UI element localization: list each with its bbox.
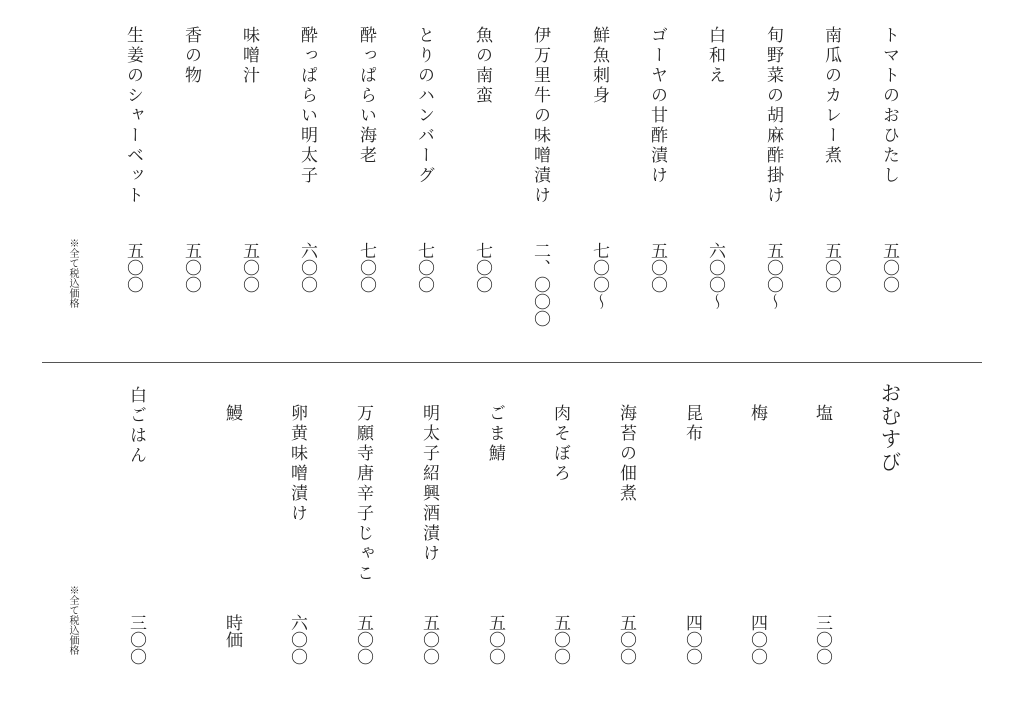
menu-item-price: 五〇〇 — [485, 614, 505, 665]
menu-item-price: 時価 — [222, 614, 242, 648]
menu-item-price: 四〇〇 — [682, 614, 702, 665]
menu-item-name: とりのハンバーグ — [414, 26, 434, 186]
menu-item-name: 昆布 — [682, 404, 702, 444]
menu-item-name: 鰻 — [222, 404, 242, 424]
menu-item-price: 七〇〇〜 — [589, 242, 609, 310]
menu-item-name: 海苔の佃煮 — [616, 404, 636, 504]
menu-item-price: 五〇〇 — [419, 614, 439, 665]
menu-item-price: 五〇〇 — [181, 242, 201, 293]
menu-item-price: 七〇〇 — [472, 242, 492, 293]
menu-item-name: 魚の南蛮 — [472, 26, 492, 106]
menu-item-name: 生姜のシャーベット — [123, 26, 143, 206]
menu-item-name: 万願寺唐辛子じゃこ — [353, 404, 373, 584]
menu-item-price: 二、〇〇〇 — [530, 242, 550, 327]
menu-item-price: 五〇〇 — [550, 614, 570, 665]
menu-item-name: 白ごはん — [126, 386, 146, 466]
menu-item-name: 旬野菜の胡麻酢掛け — [763, 26, 783, 206]
menu-item-name: 味噌汁 — [239, 26, 259, 86]
section-title: おむすび — [878, 382, 902, 474]
menu-item-name: 伊万里牛の味噌漬け — [530, 26, 550, 206]
menu-item-price: 五〇〇〜 — [763, 242, 783, 310]
menu-item-name: 白和え — [705, 26, 725, 86]
menu-item-name: ごま鯖 — [485, 404, 505, 464]
menu-item-name: 酔っぱらい海老 — [356, 26, 376, 166]
menu-item-price: 三〇〇 — [812, 614, 832, 665]
menu-item-name: 肉そぼろ — [550, 404, 570, 484]
menu-item-price: 六〇〇 — [297, 242, 317, 293]
menu-item-price: 五〇〇 — [239, 242, 259, 293]
menu-item-price: 三〇〇 — [126, 614, 146, 665]
tax-included-note: ※全て税込価格 — [67, 238, 78, 308]
menu-item-price: 七〇〇 — [356, 242, 376, 293]
menu-item-name: 鮮魚刺身 — [589, 26, 609, 106]
menu-item-price: 六〇〇 — [287, 614, 307, 665]
menu-item-price: 五〇〇 — [821, 242, 841, 293]
menu-item-name: トマトのおひたし — [879, 26, 899, 186]
menu-item-price: 四〇〇 — [747, 614, 767, 665]
tax-included-note: ※全て税込価格 — [67, 585, 78, 655]
menu-item-price: 五〇〇 — [879, 242, 899, 293]
menu-item-name: 塩 — [812, 404, 832, 424]
menu-item-name: 梅 — [747, 404, 767, 424]
menu-item-price: 六〇〇〜 — [705, 242, 725, 310]
menu-item-price: 五〇〇 — [353, 614, 373, 665]
menu-item-name: 明太子紹興酒漬け — [419, 404, 439, 564]
menu-item-price: 七〇〇 — [414, 242, 434, 293]
menu-item-name: 卵黄味噌漬け — [287, 404, 307, 524]
menu-item-name: ゴーヤの甘酢漬け — [647, 26, 667, 186]
menu-item-price: 五〇〇 — [647, 242, 667, 293]
section-divider — [42, 362, 982, 363]
menu-item-price: 五〇〇 — [616, 614, 636, 665]
menu-item-name: 香の物 — [181, 26, 201, 86]
menu-item-price: 五〇〇 — [123, 242, 143, 293]
menu-item-name: 酔っぱらい明太子 — [297, 26, 317, 186]
menu-item-name: 南瓜のカレー煮 — [821, 26, 841, 166]
